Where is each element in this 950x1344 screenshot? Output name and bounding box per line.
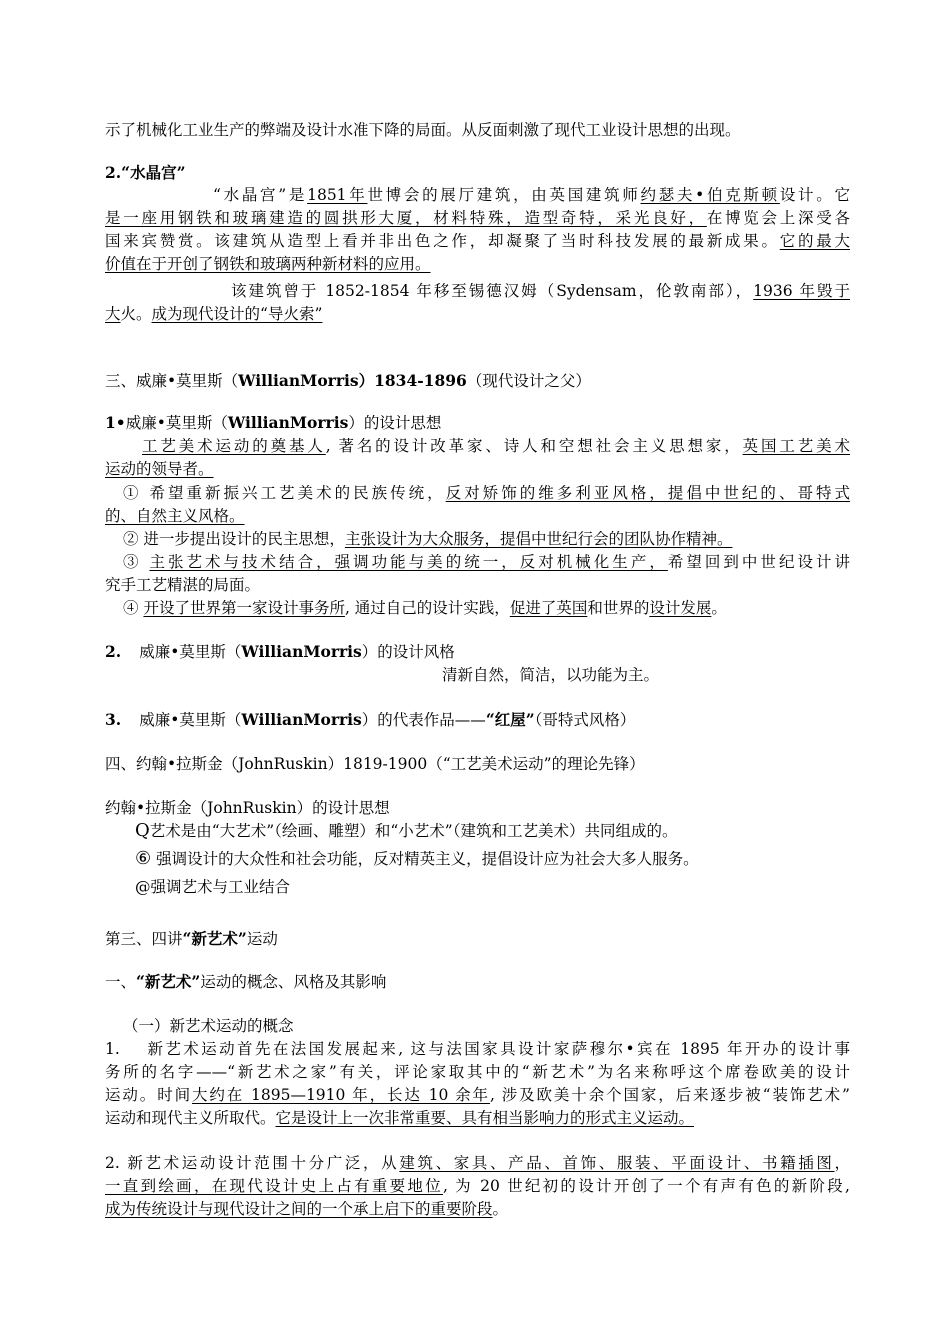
list-item (105, 528, 850, 550)
list-item (105, 848, 850, 870)
text: 运动。时间 (105, 1086, 192, 1104)
text: 在博览会上深受各 (706, 209, 850, 227)
bold-text: WillianMorris (241, 710, 362, 729)
text: “水晶宫”是 (213, 186, 308, 204)
text: 运动和现代主义所取代。 (105, 1109, 276, 1127)
text: 该建筑曾于 1852-1854 年移至锡德汉姆（Sydensam，伦敦南部）， (231, 282, 754, 300)
underlined-text: 成为现代设计的“导火索” (151, 305, 323, 323)
underlined-text: 大 (105, 305, 121, 323)
underlined-text: 设计发展 (649, 599, 712, 617)
underlined-text: 开设了世界第一家设计事务所 (143, 599, 345, 617)
text: 示了机械化工业生产的弊端及设计水准下降的局面。从反面刺激了现代工业设计思想的出现。 (105, 121, 741, 139)
lecture-heading (105, 928, 850, 950)
text: 和世界的 (587, 599, 650, 617)
underlined-text: 促进了英国 (509, 599, 588, 617)
text: 火。 (120, 305, 152, 323)
text: （哥特式风格） (534, 711, 636, 729)
text: ）的设计风格 (361, 643, 455, 661)
paragraph-line (105, 1107, 850, 1129)
section-title (105, 162, 850, 184)
text: , 涉及欧美十余个国家，后来逐步被“装饰艺术” (489, 1086, 850, 1104)
bold-text: “红屋” (485, 710, 535, 729)
paragraph-line (105, 1038, 850, 1060)
text: , 通过自己的设计实践， (344, 599, 510, 617)
bold-text: 1• (105, 413, 126, 432)
underlined-text: 它是设计上一次非常重要、具有相当影响力的形式主义运动。 (275, 1109, 695, 1127)
underlined-text: 成为传统设计与现代设计之间的一个承上启下的重要阶段 (105, 1200, 493, 1218)
paragraph-line (105, 280, 850, 302)
underlined-text: 反对矫饰的维多利亚风格，提倡中世纪的、哥特式 (445, 484, 850, 502)
paragraph-line (105, 1152, 850, 1174)
paragraph-line (105, 664, 850, 686)
list-item (105, 820, 850, 842)
text: 国来宾赞赏。该建筑从造型上看并非出色之作，却凝聚了当时科技发展的最新成果。 (105, 232, 780, 250)
bold-text: WillianMorris (227, 413, 349, 432)
underlined-text: 大约在 1895—1910 年，长达 10 余年 (191, 1086, 490, 1104)
underlined-text: 1851年 (307, 186, 368, 204)
bold-text: WillianMorris）1834-1896 (238, 371, 467, 390)
text: , 为 20 世纪初的设计开创了一个有声有色的新阶段, (442, 1177, 850, 1195)
underlined-text: 主张设计为大众服务，提倡中世纪行会的团队协作精神。 (344, 530, 733, 548)
text: （现代设计之父） (466, 372, 591, 390)
paragraph-line (105, 435, 850, 457)
text: ）的设计思想 (348, 414, 442, 432)
list-item (105, 551, 850, 573)
section-heading (105, 370, 850, 392)
text: 一、 (105, 973, 137, 991)
text: 威廉•莫里斯（ (139, 643, 242, 661)
text: 威廉•莫里斯（ (125, 414, 228, 432)
text: 威廉•莫里斯（ (139, 711, 242, 729)
text: 设计。它 (779, 186, 850, 204)
subsection-heading (105, 797, 850, 819)
bold-text: “新艺术” (136, 972, 201, 991)
text: 1. 新艺术运动首先在法国发展起来, 这与法国家具设计家萨穆尔•宾在 1895 年开办的设计事 (105, 1040, 850, 1058)
bold-text: WillianMorris (241, 642, 362, 661)
paragraph-line (105, 1198, 850, 1220)
paragraph-line (105, 1175, 850, 1197)
paragraph-line (105, 505, 850, 527)
text: 第三、四讲 (105, 930, 183, 948)
subsection-heading (105, 1015, 850, 1037)
text: ② 进一步提出设计的民主思想， (123, 530, 345, 548)
text: ）的代表作品—— (361, 711, 486, 729)
text: 务所的名字——“新艺术之家”有关，评论家取其中的“新艺术”为名来称呼这个席卷欧美的设计 (105, 1063, 850, 1081)
paragraph-line (105, 119, 850, 141)
list-item (105, 597, 850, 619)
subsection-heading (105, 641, 850, 663)
text: 。 (492, 1200, 509, 1218)
bold-text: 2. (105, 642, 122, 661)
text: 2. 新艺术运动设计范围十分广泛，从 (105, 1154, 400, 1172)
text: 2.“水晶宫” (105, 163, 186, 182)
paragraph-line (105, 458, 850, 480)
text: 约翰•拉斯金（JohnRuskin）的设计思想 (105, 799, 390, 817)
underlined-text: 主张艺术与技术结合，强调功能与美的统一，反对机械化生产， (149, 553, 668, 571)
underlined-text: 价值在于开创了钢铁和玻璃两种新材料的应用。 (105, 255, 431, 273)
section-heading (105, 753, 850, 775)
underlined-text: 英国工艺美术 (742, 437, 850, 455)
text: ③ (123, 553, 150, 571)
list-marker: ⑥ (135, 848, 152, 869)
paragraph-line (105, 253, 850, 275)
subsection-heading (105, 709, 850, 731)
text: 希望回到中世纪设计讲 (667, 553, 850, 571)
text: （一）新艺术运动的概念 (123, 1017, 294, 1035)
underlined-text: 建筑、家具、产品、首饰、服装、平面设计、书籍插图 (399, 1154, 835, 1172)
underlined-text: 是一座用钢铁和玻璃建造的圆拱形大厦，材料特殊，造型奇特，采光良好， (105, 209, 707, 227)
bold-text: “新艺术” (182, 929, 247, 948)
section-heading (105, 971, 850, 993)
text: 运动的概念、风格及其影响 (200, 973, 387, 991)
underlined-text: 的、自然主义风格。 (105, 507, 245, 525)
subsection-heading (105, 412, 850, 434)
underlined-text: 约瑟夫•伯克斯顿 (640, 186, 780, 204)
list-marker: @ (135, 878, 151, 896)
paragraph-line (105, 574, 850, 596)
underlined-text: 一直到绘画，在现代设计史上占有重要地位 (105, 1177, 443, 1195)
text: 三、威廉•莫里斯（ (105, 372, 239, 390)
underlined-text: 1936 年毁于 (753, 282, 850, 300)
text: ① 希望重新振兴工艺美术的民族传统， (123, 484, 446, 502)
text: 。 (711, 599, 727, 617)
text: ④ (123, 599, 144, 617)
text: , 著名的设计改革家、诗人和空想社会主义思想家， (325, 437, 743, 455)
underlined-text: 它的最大 (779, 232, 850, 250)
text: 究手工艺精湛的局面。 (105, 576, 261, 594)
paragraph-line (105, 184, 850, 206)
bold-text: 3. (105, 710, 122, 729)
text: 四、约翰•拉斯金（JohnRuskin）1819-1900（“工艺美术运动”的理论先锋） (105, 755, 645, 773)
paragraph-line (105, 230, 850, 252)
text: 强调设计的大众性和社会功能，反对精英主义，提倡设计应为社会大多人服务。 (156, 850, 699, 868)
text: 世博会的展厅建筑，由英国建筑师 (367, 186, 641, 204)
text: 清新自然，简洁，以功能为主。 (442, 666, 660, 684)
list-item (105, 876, 850, 898)
text: 强调艺术与工业结合 (150, 878, 291, 896)
text: 运动 (246, 930, 278, 948)
paragraph-line (105, 1084, 850, 1106)
paragraph-line (105, 303, 850, 325)
paragraph-line (105, 207, 850, 229)
text: ， (834, 1154, 850, 1172)
text: 艺术是由“大艺术”（绘画、雕塑）和“小艺术”（建筑和工艺美术）共同组成的。 (149, 822, 678, 840)
underlined-text: 工艺美术运动的奠基人 (142, 437, 326, 455)
list-marker: Q (135, 820, 150, 841)
underlined-text: 运动的领导者。 (105, 460, 214, 478)
list-item (105, 482, 850, 504)
paragraph-line (105, 1061, 850, 1083)
